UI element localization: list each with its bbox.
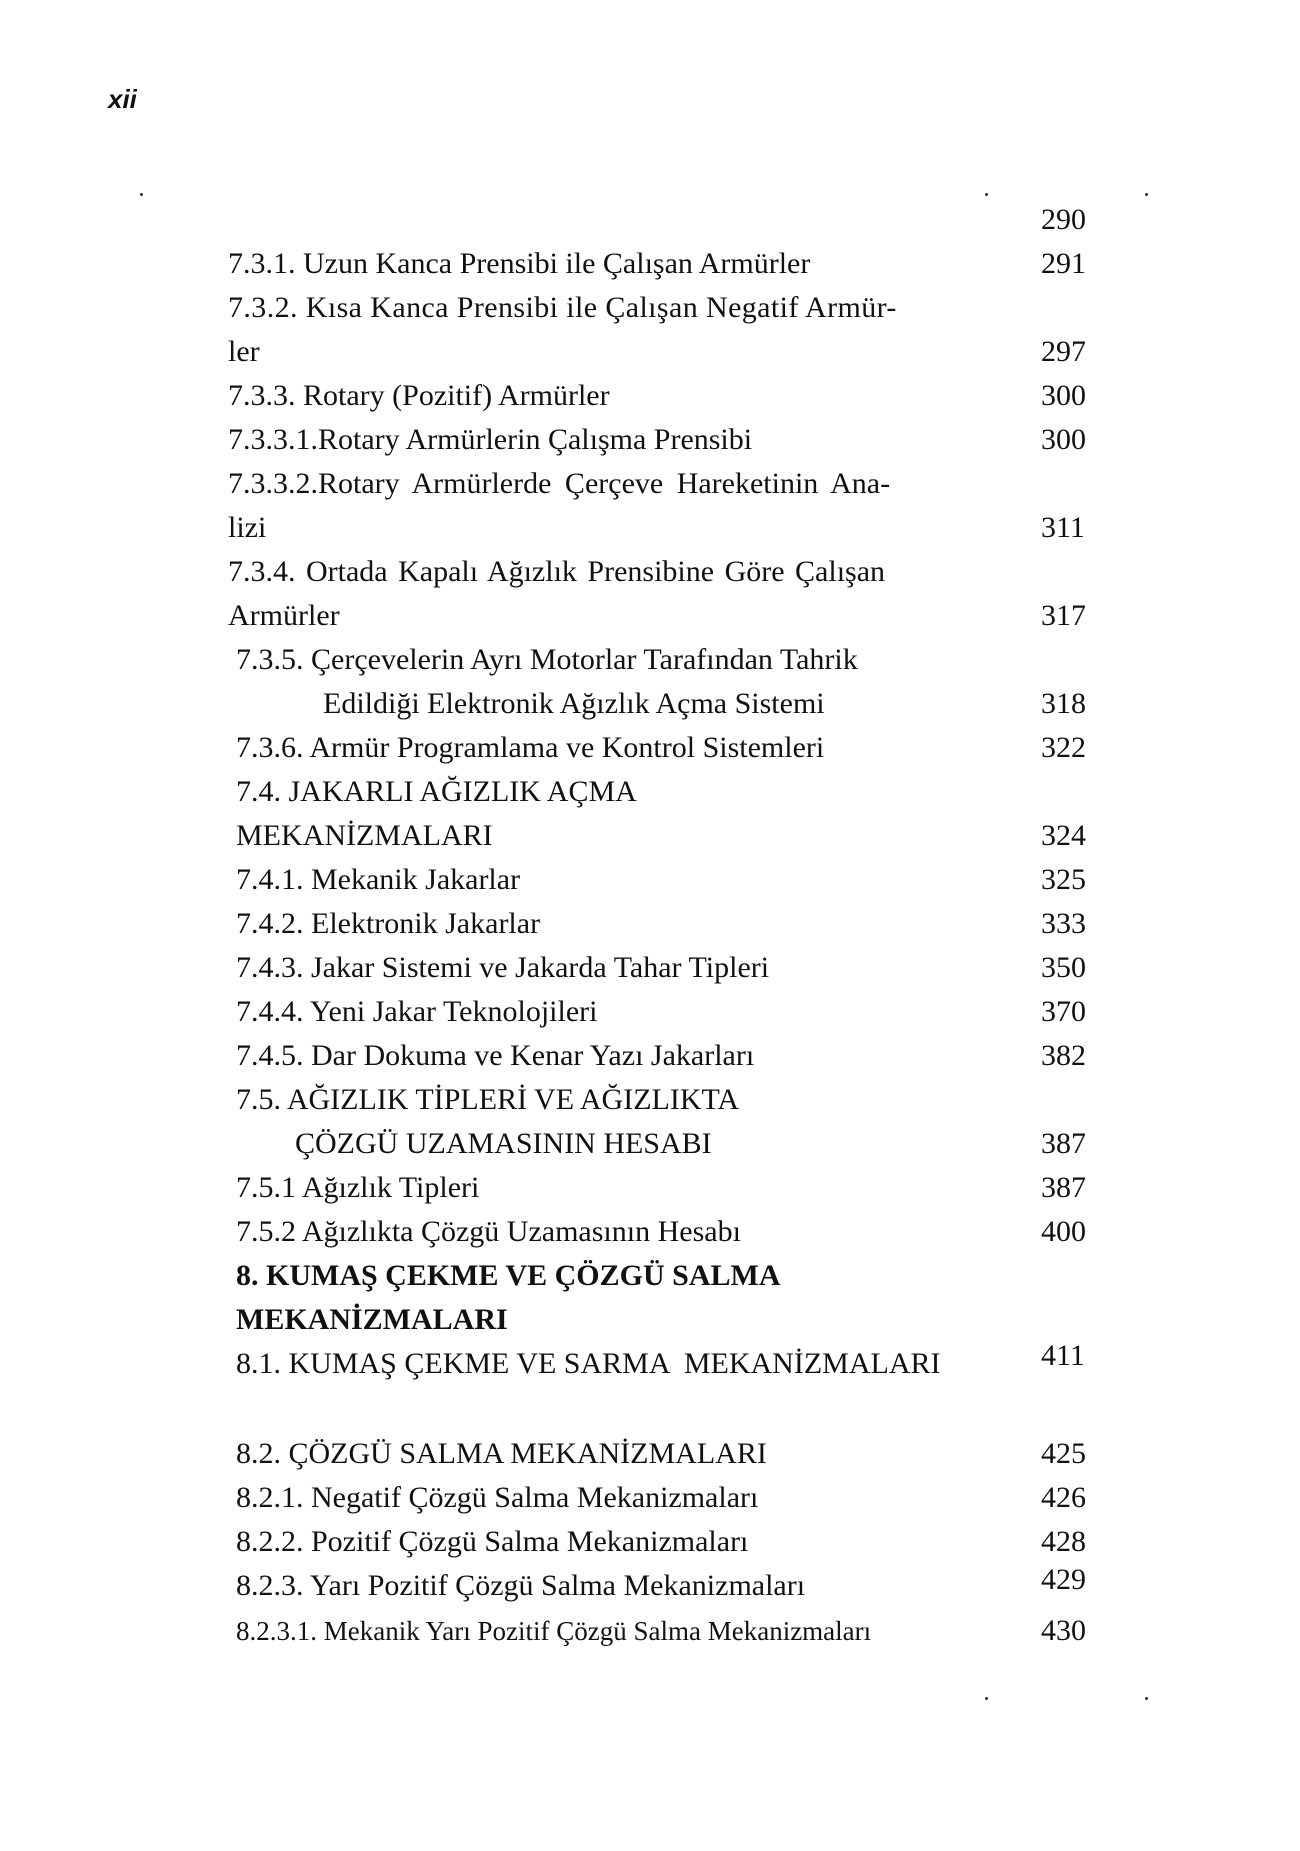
toc-entry-title: 7.4.3. Jakar Sistemi ve Jakarda Tahar Tipleri — [236, 951, 770, 984]
toc-entry-title: MEKANİZMALARI — [236, 1303, 508, 1336]
toc-entry-title: 8.2.1. Negatif Çözgü Salma Mekanizmaları — [236, 1481, 759, 1514]
toc-entry-title: 7.3.6. Armür Programlama ve Kontrol Sistemleri — [236, 731, 825, 764]
toc-entry-page: 317 — [1041, 599, 1086, 632]
toc-entry-title: Armürler — [228, 599, 340, 632]
toc-entry-title: 8.2.3.1. Mekanik Yarı Pozitif Çözgü Salma Mekanizmaları — [236, 1616, 872, 1646]
toc-entry-title: 7.4. JAKARLI AĞIZLIK AÇMA — [236, 775, 637, 808]
toc-entry-page: 291 — [1041, 247, 1086, 280]
toc-entry-title: 7.3.4. Ortada Kapalı Ağızlık Prensibine Göre Çalışan — [228, 555, 886, 588]
toc-entry-page: 318 — [1041, 687, 1086, 720]
toc-entry-title: 8.2.3. Yarı Pozitif Çözgü Salma Mekanizmaları — [236, 1569, 806, 1602]
page-number: xii — [108, 84, 137, 114]
toc-entry-title: MEKANİZMALARI — [236, 819, 493, 852]
toc-entry-page: 333 — [1041, 907, 1086, 940]
scan-dot — [1145, 193, 1148, 196]
toc-entry-page: 382 — [1041, 1039, 1086, 1072]
toc-entry-title: 7.4.2. Elektronik Jakarlar — [236, 907, 541, 940]
toc-entry-page: 300 — [1041, 379, 1086, 412]
toc-entry-title: Edildiği Elektronik Ağızlık Açma Sistemi — [323, 687, 825, 720]
toc-entry-title: 7.3.5. Çerçevelerin Ayrı Motorlar Tarafından Tahrik — [236, 643, 858, 676]
toc-entry-page: 324 — [1041, 819, 1086, 852]
toc-entry-page: 387 — [1041, 1127, 1086, 1160]
scan-dot — [140, 193, 143, 196]
toc-entry-page: 300 — [1041, 423, 1086, 456]
toc-entry-page: 290 — [1041, 203, 1086, 236]
toc-entry-page: 350 — [1041, 951, 1086, 984]
toc-entry-title: 8.2. ÇÖZGÜ SALMA MEKANİZMALARI — [236, 1437, 767, 1470]
toc-entry-title: 7.3.3. Rotary (Pozitif) Armürler — [228, 379, 610, 412]
scan-dot — [985, 1697, 988, 1700]
toc-entry-title: ler — [228, 335, 260, 368]
toc-entry-title: 7.5. AĞIZLIK TİPLERİ VE AĞIZLIKTA — [236, 1083, 740, 1116]
toc-entry-page: 311 — [1041, 511, 1085, 544]
scan-dot — [1145, 1697, 1148, 1700]
toc-entry-page: 425 — [1041, 1437, 1086, 1470]
toc-entry-page: 430 — [1041, 1614, 1086, 1647]
toc-entry-title: 7.4.4. Yeni Jakar Teknolojileri — [236, 995, 598, 1028]
toc-entry-page: 411 — [1041, 1339, 1085, 1372]
toc-entry-title: 8. KUMAŞ ÇEKME VE ÇÖZGÜ SALMA — [236, 1259, 781, 1292]
toc-entry-title: 7.3.3.1.Rotary Armürlerin Çalışma Prensibi — [228, 423, 753, 456]
toc-entry-page: 400 — [1041, 1215, 1086, 1248]
toc-entry-title: 7.5.1 Ağızlık Tipleri — [236, 1171, 480, 1204]
toc-entry-page: 370 — [1041, 995, 1086, 1028]
toc-entry-title: 8.1. KUMAŞ ÇEKME VE SARMA MEKANİZMALARI — [236, 1347, 941, 1380]
toc-entry-title: 7.4.5. Dar Dokuma ve Kenar Yazı Jakarları — [236, 1039, 755, 1072]
scan-dot — [985, 193, 988, 196]
toc-entry-title: 8.2.2. Pozitif Çözgü Salma Mekanizmaları — [236, 1525, 749, 1558]
toc-entry-page: 322 — [1041, 731, 1086, 764]
toc-entry-title: 7.3.3.2.Rotary Armürlerde Çerçeve Hareketinin Ana- — [228, 467, 891, 500]
toc-entry-page: 428 — [1041, 1525, 1086, 1558]
toc-entry-title: 7.4.1. Mekanik Jakarlar — [236, 863, 521, 896]
toc-entry-page: 387 — [1041, 1171, 1086, 1204]
toc-entry-title: lizi — [228, 511, 267, 544]
toc-entry-title: ÇÖZGÜ UZAMASININ HESABI — [295, 1127, 712, 1160]
toc-entry-title: 7.3.2. Kısa Kanca Prensibi ile Çalışan Negatif Armür- — [228, 291, 897, 324]
toc-entry-title: 7.3.1. Uzun Kanca Prensibi ile Çalışan Armürler — [228, 247, 811, 280]
toc-entry-page: 429 — [1041, 1563, 1086, 1596]
toc-entry-page: 426 — [1041, 1481, 1086, 1514]
toc-entry-page: 325 — [1041, 863, 1086, 896]
toc-entry-page: 297 — [1041, 335, 1086, 368]
toc-entry-title: 7.5.2 Ağızlıkta Çözgü Uzamasının Hesabı — [236, 1215, 741, 1248]
